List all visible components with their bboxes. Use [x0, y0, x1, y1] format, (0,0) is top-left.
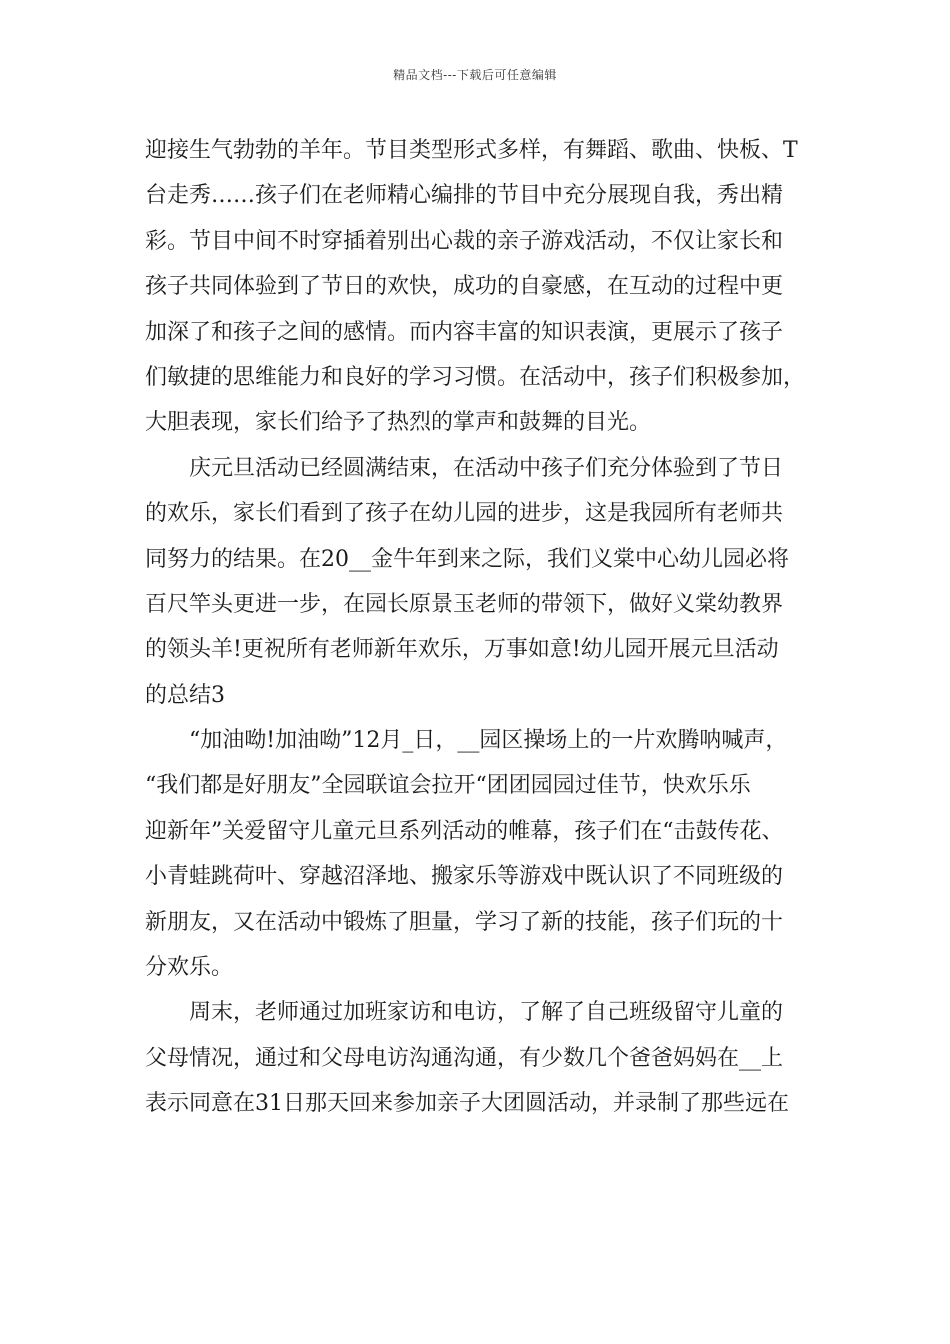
text-line: 表示同意在31日那天回来参加亲子大团圆活动，并录制了那些远在 — [145, 1091, 789, 1117]
text-line: 的总结3 — [145, 682, 225, 708]
text-line: 的领头羊!更祝所有老师新年欢乐，万事如意!幼儿园开展元旦活动 — [145, 637, 779, 663]
text-line: 小青蛙跳荷叶、穿越沼泽地、搬家乐等游戏中既认识了不同班级的 — [145, 864, 784, 890]
text-line: 迎接生气勃勃的羊年。节目类型形式多样，有舞蹈、歌曲、快板、T — [145, 138, 798, 163]
text-line: 同努力的结果。在20__金牛年到来之际，我们义棠中心幼儿园必将 — [145, 546, 789, 572]
text-line: 彩。节目中间不时穿插着别出心裁的亲子游戏活动，不仅让家长和 — [145, 228, 784, 254]
text-line: 的欢乐，家长们看到了孩子在幼儿园的进步，这是我园所有老师共 — [145, 501, 784, 527]
text-line: 孩子共同体验到了节日的欢快，成功的自豪感，在互动的过程中更 — [145, 274, 784, 300]
text-line: 百尺竿头更进一步，在园长原景玉老师的带领下，做好义棠幼教界 — [145, 591, 784, 617]
text-line: 父母情况，通过和父母电访沟通沟通，有少数几个爸爸妈妈在__上 — [145, 1045, 784, 1071]
text-line: “我们都是好朋友”全园联谊会拉开“团团园园过佳节，快欢乐乐 — [145, 773, 751, 799]
text-line: 新朋友，又在活动中锻炼了胆量，学习了新的技能，孩子们玩的十 — [145, 909, 784, 935]
text-line: 分欢乐。 — [145, 955, 234, 981]
text-line: 周末，老师通过加班家访和电访，了解了自己班级留守儿童的 — [189, 1000, 784, 1026]
text-line: 庆元旦活动已经圆满结束，在活动中孩子们充分体验到了节日 — [189, 455, 784, 481]
text-line: 大胆表现，家长们给予了热烈的掌声和鼓舞的目光。 — [145, 410, 652, 436]
text-line: 台走秀……孩子们在老师精心编排的节目中充分展现自我，秀出精 — [145, 183, 784, 209]
text-line: 加深了和孩子之间的感情。而内容丰富的知识表演，更展示了孩子 — [145, 319, 784, 345]
text-line: 们敏捷的思维能力和良好的学习习惯。在活动中，孩子们积极参加， — [145, 364, 806, 390]
text-line: “加油呦!加油呦”12月_日，__园区操场上的一片欢腾呐喊声， — [189, 728, 788, 754]
text-line: 迎新年”关爱留守儿童元旦系列活动的帷幕，孩子们在“击鼓传花、 — [145, 818, 784, 844]
document-body — [145, 131, 825, 1130]
page-header: 精品文档---下载后可任意编辑 — [393, 68, 557, 82]
